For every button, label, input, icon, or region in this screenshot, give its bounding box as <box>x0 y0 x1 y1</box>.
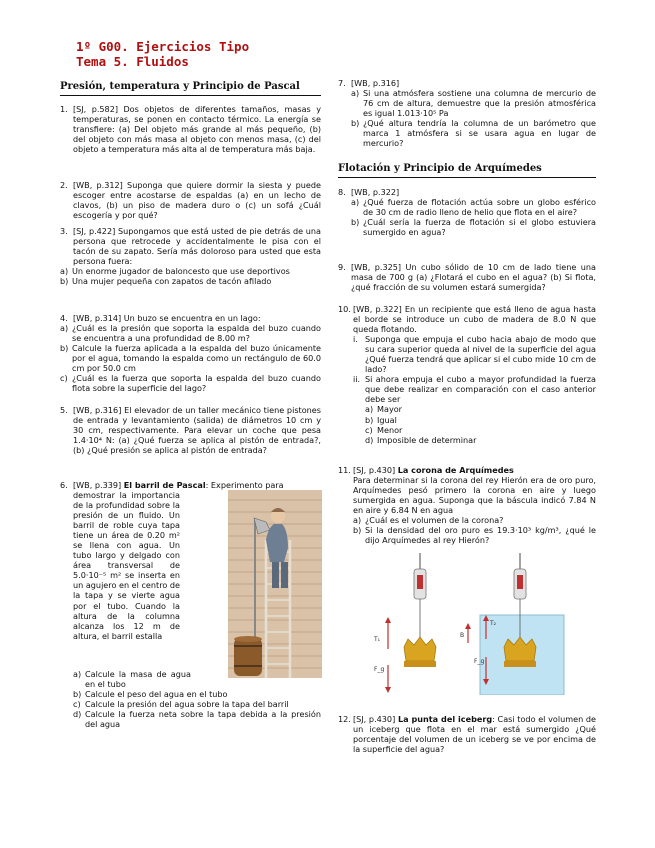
problem-text: [WB, p.322] <box>351 187 400 197</box>
problem-reference: [SJ, p.430] <box>353 714 396 724</box>
item-label: b) <box>353 525 362 536</box>
item-label: b) <box>73 689 82 700</box>
problem-6-text: demostrar la importancia de la profundidad sobre la presión de un fluido. Un barril de roble cuya tapa tiene un área de 0.20 m² se llena con agua. Un tubo largo y delgado con área transversal de 5.0·10⁻⁵ m² se inserta en un agujero en el centro de la tapa y se vierte agua por el tubo. Cuando la altura de la columna alcanza los 12 m de altura, el barril estalla <box>73 490 180 641</box>
item-label: d) <box>365 434 374 445</box>
problem-number: 9. <box>338 262 346 272</box>
problem-12 <box>338 714 596 754</box>
problem-number: 5. <box>60 405 68 415</box>
item-label: ii. <box>353 374 361 385</box>
problem-number: 11. <box>338 465 351 475</box>
problem-number: 2. <box>60 180 68 190</box>
problem-5 <box>60 405 321 455</box>
label-t1: T₁ <box>374 636 381 643</box>
problem-number: 6. <box>60 480 68 490</box>
section-rule <box>338 177 596 178</box>
item-label: a) <box>73 669 82 679</box>
problem-title: La punta del iceberg <box>397 714 493 724</box>
problem-3 <box>60 226 321 286</box>
problem-4 <box>60 313 321 393</box>
item-label: b) <box>365 414 374 425</box>
label-fg-left: F_g <box>374 666 385 673</box>
problem-6-header <box>60 480 321 490</box>
item-text: Imposible de determinar <box>377 434 477 445</box>
problem-title: La corona de Arquímedes <box>397 465 514 475</box>
item-label: c) <box>73 699 81 710</box>
item-label: b) <box>60 343 69 354</box>
problem-6-items <box>60 669 321 729</box>
problem-2 <box>60 180 321 220</box>
problem-text: [WB, p.312] Suponga que quiere dormir la siesta y puede escoger entre acostarse de espaldas (a) en un lecho de clavos, (b) un piso de madera duro o (c) un sofá ¿Cuál escogería y por qué? <box>73 180 321 221</box>
problem-reference: [WB, p.339] <box>73 480 122 490</box>
item-text: Un enorme jugador de baloncesto que use deportivos <box>72 266 290 277</box>
problem-1 <box>60 104 321 154</box>
problem-text: Para determinar si la corona del rey Hierón era de oro puro, Arquímedes pesó primero la corona en aire y luego sumergida en agua. Suponga que la báscula indicó 7.84 N en aire y 6.84 N en agua <box>353 475 596 516</box>
item-text: ¿Qué fuerza de flotación actúa sobre un globo esférico de 30 cm de radio lleno de helio que flota en el aire? <box>363 197 596 218</box>
item-text: ¿Cuál sería la fuerza de flotación si el globo estuviera sumergido en agua? <box>363 217 596 238</box>
section-heading-archimedes: Flotación y Principio de Arquímedes <box>338 163 542 174</box>
label-fg-right: F_g <box>474 658 485 665</box>
item-text: Calcule la fuerza aplicada a la espalda del buzo únicamente por el agua, tomando la espalda como un rectángulo de 60.0 cm por 50.0 cm <box>72 343 321 374</box>
item-label: c) <box>60 373 68 384</box>
problem-number: 10. <box>338 304 351 314</box>
problem-text: [SJ, p.422] Supongamos que está usted de pie detrás de una persona que retrocede y accidentalmente le pisa con el tacón de su zapato. Sería más doloroso para usted que esta persona fuera: <box>73 226 321 267</box>
section-heading-pascal: Presión, temperatura y Principio de Pascal <box>60 81 300 92</box>
problem-intro: : Experimento para <box>205 480 284 490</box>
item-text: Calcule la masa de agua en el tubo <box>85 669 191 690</box>
item-text: ¿Qué altura tendría la columna de un barómetro que marca 1 atmósfera si se usara agua en lugar de mercurio? <box>363 118 596 149</box>
item-label: d) <box>73 709 82 720</box>
section-rule <box>60 95 321 96</box>
item-label: b) <box>351 118 360 129</box>
item-text: Calcule el peso del agua en el tubo <box>85 689 228 700</box>
item-text: ¿Cuál es el volumen de la corona? <box>365 515 504 526</box>
problem-reference: [SJ, p.430] <box>353 465 396 475</box>
item-text: ¿Cuál es la fuerza que soporta la espalda del buzo cuando flota sobre la superficie del lago? <box>72 373 321 394</box>
item-text: Si la densidad del oro puro es 19.3·10³ kg/m³, ¿qué le dijo Arquímedes al rey Hierón? <box>365 525 596 546</box>
problem-number: 3. <box>60 226 68 236</box>
problem-text: [WB, p.325] Un cubo sólido de 10 cm de lado tiene una masa de 700 g (a) ¿Flotará el cubo en el agua? (b) Si flota, ¿qué fracción de su volumen estará sumergida? <box>351 262 596 293</box>
problem-text: [WB, p.316] <box>351 78 400 88</box>
item-label: i. <box>353 334 358 345</box>
pascal-barrel-illustration <box>208 490 322 678</box>
item-text: ¿Cuál es la presión que soporta la espalda del buzo cuando se encuentra a una profundidad de 8.00 m? <box>72 323 321 344</box>
problem-7 <box>338 78 596 148</box>
item-text: Calcule la presión del agua sobre la tapa del barril <box>85 699 289 710</box>
item-label: a) <box>353 515 362 526</box>
item-label: a) <box>365 404 374 415</box>
problem-number: 1. <box>60 104 68 114</box>
problem-number: 4. <box>60 313 68 323</box>
document-subtitle: Tema 5. Fluidos <box>76 54 189 69</box>
item-text: Si una atmósfera sostiene una columna de mercurio de 76 cm de altura, demuestre que la presión atmosférica es igual 1.013·10⁵ Pa <box>363 88 596 119</box>
item-text: Una mujer pequeña con zapatos de tacón afilado <box>72 276 272 287</box>
label-t2: T₂ <box>490 620 497 627</box>
problem-8 <box>338 187 596 237</box>
item-label: a) <box>60 323 69 334</box>
problem-10 <box>338 304 596 445</box>
problem-9 <box>338 262 596 292</box>
label-b: B <box>460 632 465 639</box>
item-label: c) <box>365 424 373 435</box>
item-label: b) <box>351 217 360 228</box>
problem-text: [WB, p.322] En un recipiente que está lleno de agua hasta el borde se introduce un cubo de madera de 8.0 N que queda flotando. <box>353 304 596 335</box>
problem-text: : Casi todo el volumen de un iceberg que flota en el mar está sumergido ¿Qué porcentaje del volumen de un iceberg se ve por encima de la superficie del agua? <box>353 714 596 755</box>
item-label: a) <box>351 197 360 208</box>
problem-11 <box>338 465 596 545</box>
item-text: Menor <box>377 424 403 435</box>
item-label: b) <box>60 276 69 287</box>
item-text: Mayor <box>377 404 403 415</box>
problem-title: El barril de Pascal <box>123 480 206 490</box>
problem-number: 8. <box>338 187 346 197</box>
document-title: 1º G00. Ejercicios Tipo <box>76 39 250 54</box>
item-text: Si ahora empuja el cubo a mayor profundidad la fuerza que debe realizar en comparación con el caso anterior debe ser <box>365 374 596 405</box>
archimedes-crown-illustration <box>368 553 566 695</box>
item-text: Calcule la fuerza neta sobre la tapa debida a la presión del agua <box>85 709 321 730</box>
problem-text: [WB, p.316] El elevador de un taller mecánico tiene pistones de entrada y levantamiento (salida) de diámetros 10 cm y 30 cm, respectivamente. Para elevar un coche que pesa 1.4·10⁴ N: (a) ¿Qué fuerza se aplica al pistón de entrada?, (b) ¿Qué presión se aplica al pistón de entrada? <box>73 405 321 456</box>
problem-text: [SJ, p.582] Dos objetos de diferentes tamaños, masas y temperaturas, se ponen en contacto térmico. La energía se transfiere: (a) Del objeto más grande al más pequeño, (b) del objeto con más masa al objeto con menos masa, (c) del objeto a temperatura más alta al de temperatura más baja. <box>73 104 321 155</box>
item-text: Igual <box>377 414 397 425</box>
problem-text: [WB, p.314] Un buzo se encuentra en un lago: <box>73 313 261 323</box>
item-text: Suponga que empuja el cubo hacia abajo de modo que su cara superior queda al nivel de la superficie del agua ¿Qué fuerza tendrá que aplicar si el cubo mide 10 cm de lado? <box>365 334 596 375</box>
item-label: a) <box>60 266 69 277</box>
problem-number: 12. <box>338 714 351 724</box>
item-label: a) <box>351 88 360 99</box>
problem-number: 7. <box>338 78 346 88</box>
